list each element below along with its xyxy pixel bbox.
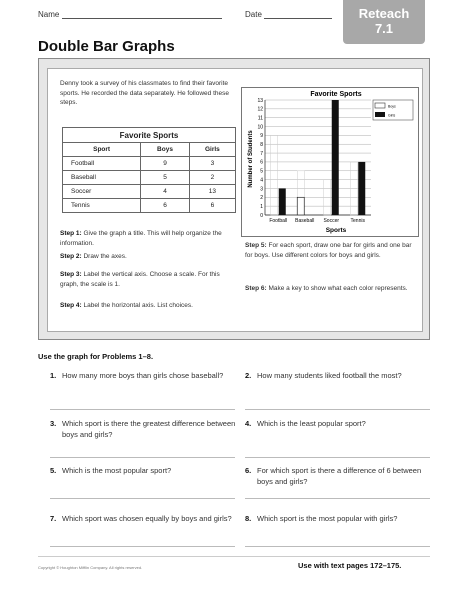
question-number: 1. — [50, 371, 57, 380]
answer-line[interactable] — [50, 409, 235, 410]
bar-boys — [297, 197, 304, 215]
bar-girls — [332, 100, 339, 215]
y-tick-label: 10 — [257, 124, 263, 131]
y-tick-label: 9 — [260, 133, 263, 140]
step-text: Label the horizontal axis. List choices. — [83, 302, 193, 309]
table-header: Sport — [63, 143, 141, 157]
table-cell: 3 — [189, 157, 235, 171]
answer-line[interactable] — [50, 457, 235, 458]
question-2 — [245, 371, 435, 411]
x-tick-label: Baseball — [295, 218, 315, 224]
step-text: Label the vertical axis. Choose a scale. For this graph, the scale is 1. — [60, 271, 220, 288]
name-field — [38, 10, 222, 19]
legend-label-boys: Boys — [388, 104, 396, 109]
y-tick-label: 5 — [260, 168, 263, 175]
answer-line[interactable] — [245, 409, 430, 410]
footer-divider — [38, 556, 430, 557]
table-caption: Favorite Sports — [63, 128, 236, 143]
y-axis-label: Number of Students — [248, 130, 254, 188]
question-text: For which sport is there a difference of 6 between boys and girls? — [257, 466, 422, 486]
answer-line[interactable] — [245, 457, 430, 458]
x-axis-label: Sports — [325, 227, 347, 234]
step-label: Step 1: — [60, 230, 82, 237]
legend-swatch-girls — [375, 112, 385, 117]
question-number: 3. — [50, 419, 57, 428]
step-2 — [60, 252, 235, 262]
table-cell: 2 — [189, 171, 235, 185]
question-6 — [245, 466, 435, 506]
x-tick-label: Football — [269, 218, 288, 224]
reteach-number: 7.1 — [374, 21, 394, 36]
table-row — [63, 157, 236, 171]
table-row — [63, 199, 236, 213]
question-text: Which is the most popular sport? — [62, 466, 172, 475]
table-cell: 5 — [141, 171, 190, 185]
reteach-badge — [343, 0, 425, 44]
step-text: For each sport, draw one bar for girls and one bar for boys. Use different colors for boys and girls. — [245, 242, 412, 259]
table-cell: 6 — [189, 199, 235, 213]
step-label: Step 6: — [245, 285, 267, 292]
question-text: Which sport is the most popular with girls? — [257, 514, 398, 523]
table-row — [63, 185, 236, 199]
step-3 — [60, 270, 235, 289]
step-5 — [245, 241, 420, 260]
question-number: 2. — [245, 371, 252, 380]
question-text: Which sport was chosen equally by boys and girls? — [62, 514, 232, 523]
y-tick-label: 13 — [257, 97, 263, 104]
reteach-label: Reteach — [358, 6, 410, 21]
step-label: Step 2: — [60, 253, 82, 260]
legend-swatch-boys — [375, 103, 385, 108]
date-field — [245, 10, 332, 19]
question-5 — [50, 466, 240, 506]
x-tick-label: Tennis — [350, 218, 365, 224]
step-1 — [60, 229, 235, 248]
question-8 — [245, 514, 435, 554]
question-text: How many more boys than girls chose baseball? — [62, 371, 224, 380]
question-3 — [50, 419, 240, 459]
question-7 — [50, 514, 240, 554]
y-tick-label: 3 — [260, 186, 263, 193]
name-blank[interactable] — [62, 10, 222, 19]
date-label: Date — [245, 10, 262, 19]
section-instruction: Use the graph for Problems 1–8. — [38, 352, 154, 361]
step-label: Step 3: — [60, 271, 82, 278]
lesson-panel-inner — [47, 68, 423, 332]
y-tick-label: 4 — [260, 177, 263, 184]
text-pages-reference: Use with text pages 172–175. — [298, 561, 402, 570]
question-number: 4. — [245, 419, 252, 428]
step-label: Step 4: — [60, 302, 82, 309]
question-number: 5. — [50, 466, 57, 475]
table-cell: 6 — [141, 199, 190, 213]
question-number: 8. — [245, 514, 252, 523]
question-1 — [50, 371, 240, 411]
y-tick-label: 1 — [260, 203, 263, 210]
table-cell: 13 — [189, 185, 235, 199]
answer-line[interactable] — [245, 546, 430, 547]
answer-line[interactable] — [50, 546, 235, 547]
step-text: Give the graph a title. This will help organize the information. — [60, 230, 222, 247]
question-text: Which sport is there the greatest difference between boys and girls? — [62, 419, 236, 439]
y-tick-label: 12 — [257, 106, 263, 113]
question-text: How many students liked football the most? — [257, 371, 402, 380]
bar-girls — [358, 162, 365, 215]
lesson-panel — [38, 58, 430, 340]
y-tick-label: 2 — [260, 195, 263, 202]
y-tick-label: 11 — [257, 115, 263, 122]
page-title: Double Bar Graphs — [38, 38, 175, 55]
x-tick-label: Soccer — [323, 218, 340, 224]
step-6 — [245, 284, 420, 294]
table-cell: 4 — [141, 185, 190, 199]
copyright-text: Copyright © Houghton Mifflin Company. All rights reserved. — [38, 565, 143, 570]
y-tick-label: 6 — [260, 159, 263, 166]
y-tick-label: 7 — [260, 150, 263, 157]
table-cell: Soccer — [63, 185, 141, 199]
step-label: Step 5: — [245, 242, 267, 249]
name-label: Name — [38, 10, 60, 19]
table-cell: Football — [63, 157, 141, 171]
answer-line[interactable] — [50, 498, 235, 499]
intro-text: Denny took a survey of his classmates to find their favorite sports. He recorded the data separately. He followed these steps. — [60, 80, 229, 106]
question-number: 6. — [245, 466, 252, 475]
favorite-sports-table — [62, 127, 236, 213]
table-header: Girls — [189, 143, 235, 157]
y-tick-label: 8 — [260, 142, 263, 149]
question-number: 7. — [50, 514, 57, 523]
chart-title: Favorite Sports — [310, 91, 362, 98]
chart-legend — [373, 100, 413, 120]
y-tick-label: 0 — [260, 212, 263, 219]
table-cell: Tennis — [63, 199, 141, 213]
table-row — [63, 171, 236, 185]
step-text: Make a key to show what each color represents. — [268, 285, 408, 292]
table-cell: Baseball — [63, 171, 141, 185]
step-4 — [60, 301, 235, 311]
bar-girls — [279, 188, 286, 215]
question-4 — [245, 419, 435, 459]
answer-line[interactable] — [245, 498, 430, 499]
step-text: Draw the axes. — [83, 253, 127, 260]
favorite-sports-chart — [241, 87, 419, 237]
legend-label-girls: Girls — [388, 113, 396, 118]
table-header: Boys — [141, 143, 190, 157]
date-blank[interactable] — [264, 10, 332, 19]
question-text: Which is the least popular sport? — [257, 419, 366, 428]
table-cell: 9 — [141, 157, 190, 171]
